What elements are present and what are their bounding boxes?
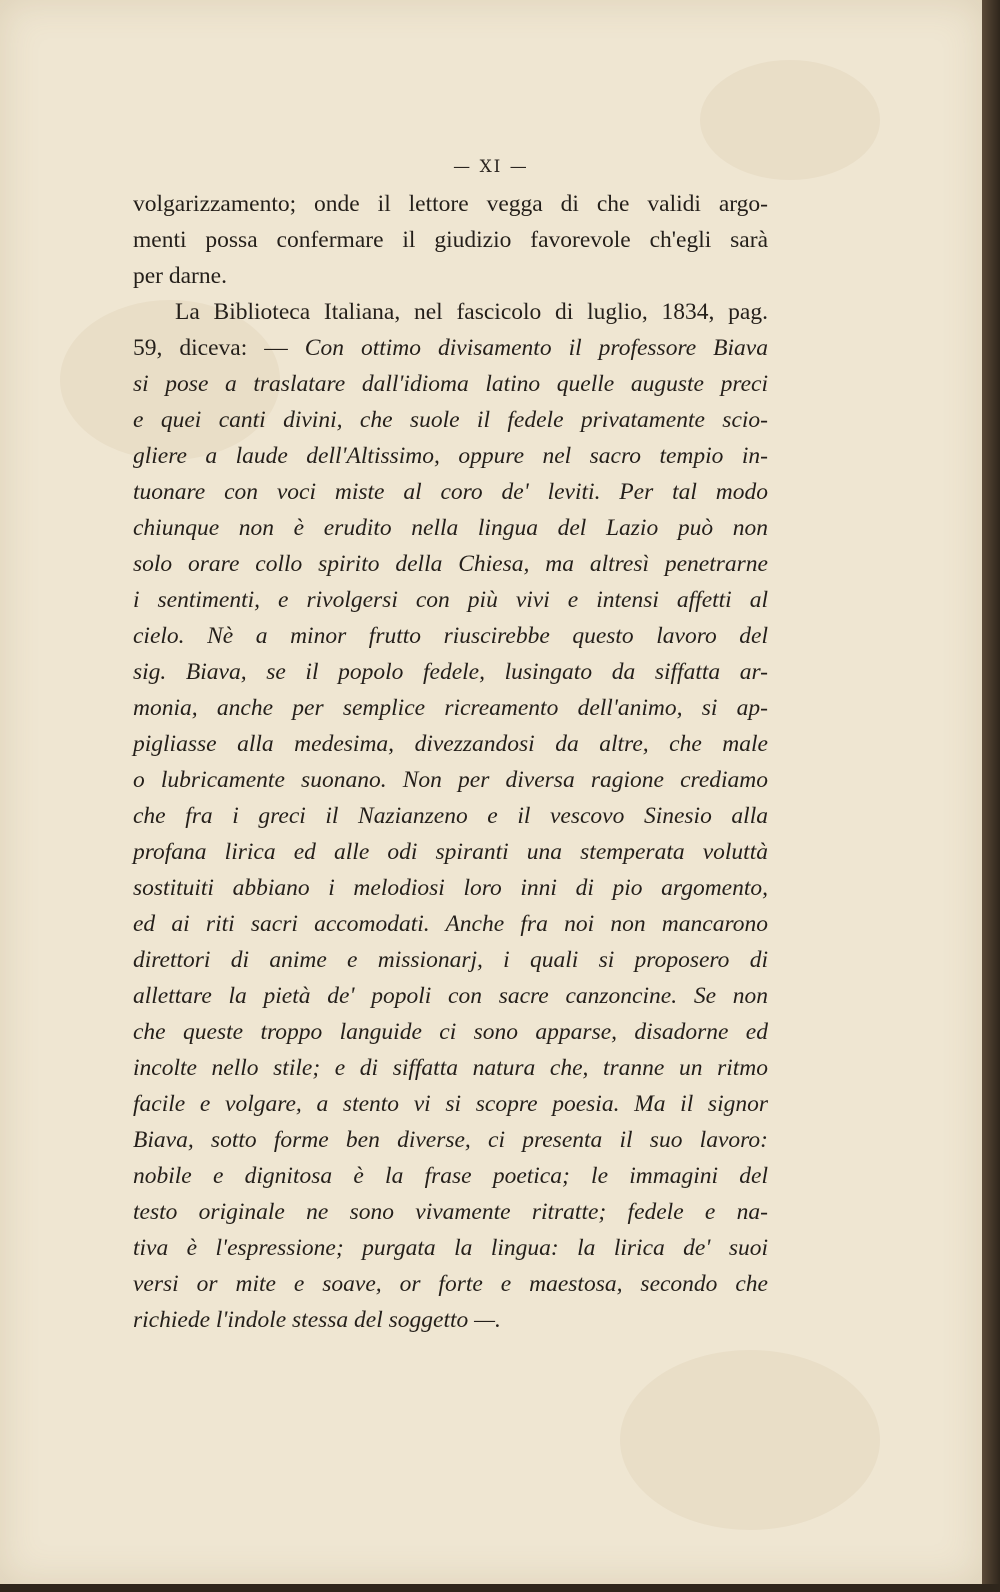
text-segment: allettare la pietà de' popoli con sacre canzoncine. Se non <box>133 983 768 1009</box>
text-line <box>133 690 768 726</box>
text-line <box>133 906 768 942</box>
text-line <box>133 1014 768 1050</box>
text-line <box>133 870 768 906</box>
text-segment: solo orare collo spirito della Chiesa, ma altresì penetrarne <box>133 551 768 577</box>
text-segment: i sentimenti, e rivolgersi con più vivi e intensi affetti al <box>133 587 768 613</box>
text-line <box>133 834 768 870</box>
text-segment: facile e volgare, a stento vi si scopre poesia. Ma il signor <box>133 1091 768 1117</box>
text-line <box>133 1086 768 1122</box>
text-segment: Con ottimo divisamento il professore Biava <box>304 335 768 361</box>
text-line <box>133 978 768 1014</box>
text-line <box>133 762 768 798</box>
text-segment: ed ai riti sacri accomodati. Anche fra noi non mancarono <box>133 911 768 937</box>
text-line <box>133 582 768 618</box>
text-line <box>133 1302 768 1338</box>
text-segment: monia, anche per semplice ricreamento dell'animo, si ap- <box>133 695 768 721</box>
text-segment: direttori di anime e missionarj, i quali si proposero di <box>133 947 768 973</box>
text-line <box>133 1266 768 1302</box>
text-line <box>133 726 768 762</box>
text-segment: gliere a laude dell'Altissimo, oppure nel sacro tempio in- <box>133 443 768 469</box>
text-segment: tiva è l'espressione; purgata la lingua: la lirica de' suoi <box>133 1235 768 1261</box>
text-segment: si pose a traslatare dall'idioma latino quelle auguste preci <box>133 371 768 397</box>
text-line <box>133 186 768 222</box>
text-line <box>133 942 768 978</box>
text-line <box>133 438 768 474</box>
text-segment: che queste troppo languide ci sono apparse, disadorne ed <box>133 1019 768 1045</box>
body-text <box>133 186 768 1338</box>
text-segment: volgarizzamento; onde il lettore vegga di che validi argo- <box>133 191 768 217</box>
text-line <box>133 1230 768 1266</box>
text-line <box>133 330 768 366</box>
page-number-header: — XI — <box>453 157 529 177</box>
text-segment: versi or mite e soave, or forte e maestosa, secondo che <box>133 1271 768 1297</box>
text-segment: menti possa confermare il giudizio favorevole ch'egli sarà <box>133 227 768 253</box>
text-segment: nobile e dignitosa è la frase poetica; le immagini del <box>133 1163 768 1189</box>
text-line <box>133 510 768 546</box>
text-line <box>133 798 768 834</box>
text-line <box>133 618 768 654</box>
text-line <box>133 654 768 690</box>
text-segment: pigliasse alla medesima, divezzandosi da altre, che male <box>133 731 768 757</box>
book-bottom-edge <box>0 1584 1000 1592</box>
text-segment: tuonare con voci miste al coro de' leviti. Per tal modo <box>133 479 768 505</box>
text-segment: e quei canti divini, che suole il fedele privatamente scio- <box>133 407 768 433</box>
text-line <box>133 546 768 582</box>
text-line <box>133 258 768 294</box>
text-segment: che fra i greci il Nazianzeno e il vescovo Sinesio alla <box>133 803 768 829</box>
text-segment: 59, diceva: — <box>133 335 305 361</box>
text-segment: La Biblioteca Italiana, nel fascicolo di luglio, 1834, pag. <box>175 299 768 325</box>
text-segment: cielo. Nè a minor frutto riuscirebbe questo lavoro del <box>133 623 768 649</box>
text-segment: sig. Biava, se il popolo fedele, lusingato da siffatta ar- <box>133 659 768 685</box>
text-segment: o lubricamente suonano. Non per diversa ragione crediamo <box>133 767 768 793</box>
text-line <box>133 1050 768 1086</box>
text-segment: testo originale ne sono vivamente ritratte; fedele e na- <box>133 1199 768 1225</box>
text-line <box>133 1122 768 1158</box>
text-segment: incolte nello stile; e di siffatta natura che, tranne un ritmo <box>133 1055 768 1081</box>
book-binding-edge <box>982 0 1000 1592</box>
text-line <box>133 402 768 438</box>
text-line <box>133 474 768 510</box>
text-segment: per darne. <box>133 263 227 289</box>
paper-stain <box>620 1350 880 1530</box>
text-line <box>133 366 768 402</box>
text-line <box>133 1194 768 1230</box>
text-line <box>133 222 768 258</box>
text-segment: sostituiti abbiano i melodiosi loro inni di pio argomento, <box>133 875 768 901</box>
text-segment: richiede l'indole stessa del soggetto —. <box>133 1307 501 1333</box>
text-segment: Biava, sotto forme ben diverse, ci presenta il suo lavoro: <box>133 1127 768 1153</box>
text-line <box>133 294 768 330</box>
text-segment: profana lirica ed alle odi spiranti una stemperata voluttà <box>133 839 768 865</box>
text-line <box>133 1158 768 1194</box>
text-segment: chiunque non è erudito nella lingua del Lazio può non <box>133 515 768 541</box>
